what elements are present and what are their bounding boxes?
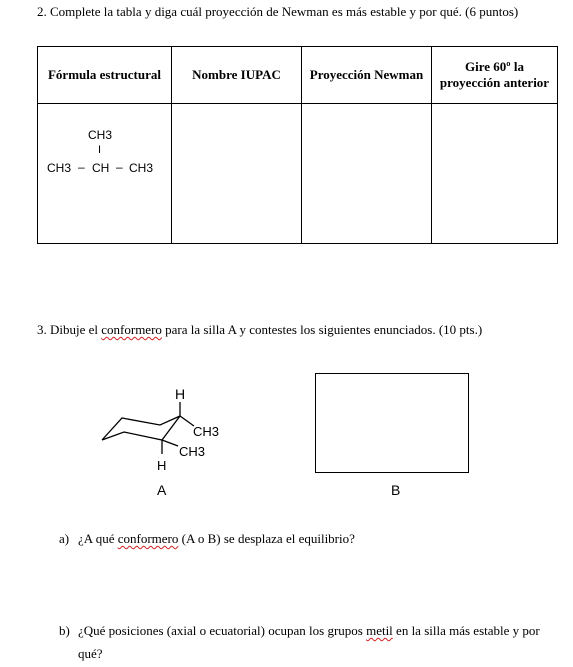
sub-b-suffix: en la silla más estable y por xyxy=(392,623,540,638)
header-rotate-line2: proyección anterior xyxy=(439,75,550,90)
header-rotate-60 xyxy=(432,47,558,104)
chair-h-bottom: H xyxy=(157,458,167,473)
cell-newman-projection[interactable] xyxy=(302,104,432,244)
q3-suffix: para la silla A y contestes los siguientes enunciados. (10 pts.) xyxy=(161,322,483,337)
formula-right-ch3: CH3 xyxy=(129,161,154,175)
table-row xyxy=(38,104,558,244)
formula-dash-1: – xyxy=(78,160,85,174)
subquestion-b-marker: b) xyxy=(59,623,70,638)
formula-vertical-bond: I xyxy=(98,144,102,156)
newman-table xyxy=(37,46,558,244)
q3-prefix: 3. Dibuje el xyxy=(37,322,102,337)
cell-formula xyxy=(38,104,172,244)
header-rotate-line1: Gire 60º la xyxy=(465,59,524,74)
subquestion-a-marker: a) xyxy=(59,531,70,546)
sub-b-underlined-word: metil xyxy=(366,623,393,638)
chair-a-drawing xyxy=(90,380,230,500)
sub-a-prefix: ¿A qué xyxy=(78,531,118,546)
subquestion-a-text xyxy=(78,531,355,547)
subquestion-b-text xyxy=(78,623,558,639)
formula-top-ch3: CH3 xyxy=(88,128,113,142)
sub-a-underlined-word: conformero xyxy=(117,531,179,546)
header-formula: Fórmula estructural xyxy=(38,47,172,104)
formula-left-ch3: CH3 xyxy=(47,161,72,175)
sub-a-suffix: (A o B) se desplaza el equilibrio? xyxy=(178,531,355,546)
question-2-text: 2. Complete la tabla y diga cuál proyección de Newman es más estable y por qué. (6 puntos) xyxy=(37,4,519,19)
structural-formula xyxy=(38,104,169,243)
chair-h-top: H xyxy=(175,386,186,402)
formula-dash-2: – xyxy=(116,160,123,174)
question-3-text xyxy=(37,322,482,338)
table-header-row xyxy=(38,47,558,104)
sub-b-prefix: ¿Qué posiciones (axial o ecuatorial) ocupan los grupos xyxy=(78,623,367,638)
q3-underlined-word: conformero xyxy=(101,322,162,337)
chair-ch3-lower: CH3 xyxy=(179,444,206,459)
drawing-box-b[interactable] xyxy=(315,373,469,473)
subquestion-b-line2: qué? xyxy=(78,646,103,661)
chair-label-a: A xyxy=(157,482,167,498)
cell-rotated-projection[interactable] xyxy=(432,104,558,244)
header-newman-projection: Proyección Newman xyxy=(302,47,432,104)
header-iupac-name: Nombre IUPAC xyxy=(172,47,302,104)
cell-iupac-name[interactable] xyxy=(172,104,302,244)
box-b-label: B xyxy=(391,482,401,498)
formula-center-ch: CH xyxy=(92,161,110,175)
chair-ch3-upper: CH3 xyxy=(193,424,220,439)
